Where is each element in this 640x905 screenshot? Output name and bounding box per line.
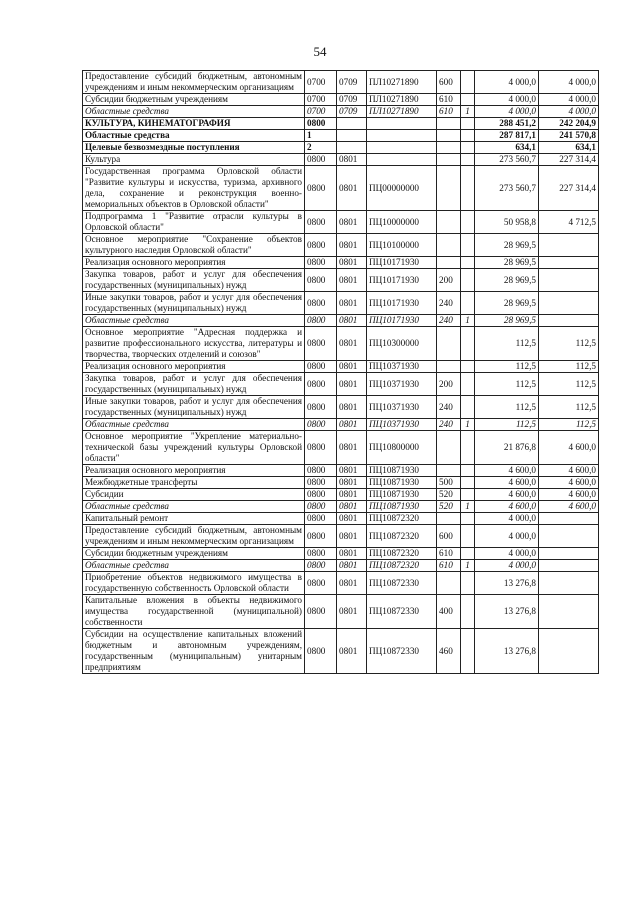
row-subsection-code: 0709 (337, 94, 367, 106)
row-target-article-code: ПЦ10171930 (367, 315, 437, 327)
table-row (83, 106, 599, 118)
row-funding-source: 1 (461, 501, 475, 513)
row-expense-type-code: 400 (437, 595, 461, 629)
row-amount-year-2: 112,5 (539, 373, 599, 396)
row-amount-year-1: 4 000,0 (475, 513, 539, 525)
row-description: Предоставление субсидий бюджетным, автономным учреждениям и иным некоммерческим организациям (83, 71, 305, 94)
row-subsection-code: 0801 (337, 211, 367, 234)
row-funding-source: 1 (461, 560, 475, 572)
row-funding-source (461, 257, 475, 269)
row-funding-source (461, 154, 475, 166)
row-funding-source: 1 (461, 315, 475, 327)
row-target-article-code: ПЦ10871930 (367, 501, 437, 513)
row-funding-source (461, 465, 475, 477)
row-description: Основное мероприятие "Адресная поддержка и развитие профессионального искусства, литературы и творчества, творческих отделений и союзов" (83, 327, 305, 361)
row-amount-year-1: 112,5 (475, 327, 539, 361)
row-expense-type-code: 200 (437, 269, 461, 292)
row-amount-year-1: 287 817,1 (475, 130, 539, 142)
row-subsection-code: 0801 (337, 431, 367, 465)
row-amount-year-2: 4 000,0 (539, 106, 599, 118)
table-row (83, 257, 599, 269)
row-amount-year-2: 4 000,0 (539, 94, 599, 106)
row-target-article-code (367, 130, 437, 142)
row-amount-year-1: 4 600,0 (475, 501, 539, 513)
row-funding-source (461, 595, 475, 629)
row-funding-source (461, 629, 475, 674)
row-expense-type-code: 240 (437, 396, 461, 419)
row-amount-year-2: 242 204,9 (539, 118, 599, 130)
row-funding-source (461, 166, 475, 211)
row-target-article-code: ПЦ10371930 (367, 373, 437, 396)
row-expense-type-code (437, 465, 461, 477)
row-description: Областные средства (83, 560, 305, 572)
row-target-article-code: ПЦ10872320 (367, 548, 437, 560)
row-subsection-code: 0801 (337, 465, 367, 477)
row-expense-type-code: 600 (437, 71, 461, 94)
row-amount-year-1: 28 969,5 (475, 315, 539, 327)
row-amount-year-1: 28 969,5 (475, 269, 539, 292)
row-expense-type-code (437, 513, 461, 525)
row-description: Капитальный ремонт (83, 513, 305, 525)
row-amount-year-2: 634,1 (539, 142, 599, 154)
row-description: Закупка товаров, работ и услуг для обеспечения государственных (муниципальных) нужд (83, 269, 305, 292)
row-description: Субсидии на осуществление капитальных вложений бюджетным и автономным учреждениям, государственным (муниципальным) унитарным предприятиям (83, 629, 305, 674)
table-row (83, 629, 599, 674)
page-number: 54 (313, 44, 327, 59)
table-row (83, 142, 599, 154)
row-amount-year-2: 4 000,0 (539, 71, 599, 94)
row-subsection-code: 0801 (337, 629, 367, 674)
row-description: Иные закупки товаров, работ и услуг для обеспечения государственных (муниципальных) нужд (83, 396, 305, 419)
row-funding-source (461, 373, 475, 396)
row-amount-year-2: 112,5 (539, 396, 599, 419)
row-target-article-code: ПЦ10871930 (367, 477, 437, 489)
row-target-article-code (367, 118, 437, 130)
row-description: Культура (83, 154, 305, 166)
table-row (83, 361, 599, 373)
row-target-article-code: ПЦ10371930 (367, 361, 437, 373)
row-section-code: 0800 (305, 431, 337, 465)
row-target-article-code: ПЦ10171930 (367, 257, 437, 269)
row-expense-type-code: 460 (437, 629, 461, 674)
row-description: Подпрограмма 1 "Развитие отрасли культуры в Орловской области" (83, 211, 305, 234)
table-row (83, 130, 599, 142)
table-row (83, 327, 599, 361)
row-target-article-code: ПЦ10872330 (367, 629, 437, 674)
row-description: Реализация основного мероприятия (83, 361, 305, 373)
row-amount-year-2 (539, 595, 599, 629)
row-funding-source (461, 292, 475, 315)
row-expense-type-code: 520 (437, 489, 461, 501)
row-section-code: 0800 (305, 361, 337, 373)
row-amount-year-2: 112,5 (539, 419, 599, 431)
row-subsection-code (337, 142, 367, 154)
row-target-article-code: ПЦ10371930 (367, 396, 437, 419)
row-expense-type-code: 240 (437, 292, 461, 315)
budget-table (82, 70, 599, 674)
table-row (83, 431, 599, 465)
row-amount-year-2 (539, 292, 599, 315)
row-section-code: 0800 (305, 560, 337, 572)
row-subsection-code: 0801 (337, 595, 367, 629)
row-expense-type-code (437, 234, 461, 257)
row-subsection-code: 0801 (337, 525, 367, 548)
row-section-code: 0800 (305, 373, 337, 396)
row-target-article-code: ПЦ10100000 (367, 234, 437, 257)
row-description: Капитальные вложения в объекты недвижимого имущества государственной (муниципальной) собственности (83, 595, 305, 629)
row-amount-year-1: 4 600,0 (475, 465, 539, 477)
row-amount-year-2: 4 600,0 (539, 489, 599, 501)
row-target-article-code: ПЦ10371930 (367, 419, 437, 431)
row-amount-year-2: 4 600,0 (539, 431, 599, 465)
row-amount-year-2: 241 570,8 (539, 130, 599, 142)
row-amount-year-2 (539, 269, 599, 292)
row-expense-type-code (437, 130, 461, 142)
row-expense-type-code (437, 257, 461, 269)
row-target-article-code (367, 142, 437, 154)
table-row (83, 166, 599, 211)
row-expense-type-code (437, 166, 461, 211)
row-funding-source (461, 71, 475, 94)
row-description: Областные средства (83, 419, 305, 431)
row-funding-source (461, 572, 475, 595)
row-amount-year-2 (539, 560, 599, 572)
table-row (83, 211, 599, 234)
row-subsection-code: 0801 (337, 315, 367, 327)
row-amount-year-1: 50 958,8 (475, 211, 539, 234)
row-section-code: 0800 (305, 477, 337, 489)
row-description: Приобретение объектов недвижимого имущества в государственную собственность Орловской области (83, 572, 305, 595)
row-description: Областные средства (83, 315, 305, 327)
table-row (83, 234, 599, 257)
row-description: Государственная программа Орловской области "Развитие культуры и искусства, туризма, архивного дела, сохранение и реконструкция военно-мемориальных объектов в Орловской области" (83, 166, 305, 211)
row-expense-type-code (437, 154, 461, 166)
row-expense-type-code: 610 (437, 106, 461, 118)
row-amount-year-1: 28 969,5 (475, 234, 539, 257)
row-funding-source (461, 94, 475, 106)
row-target-article-code: ПЦ10871930 (367, 465, 437, 477)
row-amount-year-1: 4 600,0 (475, 489, 539, 501)
row-section-code: 2 (305, 142, 337, 154)
row-amount-year-1: 4 000,0 (475, 106, 539, 118)
row-amount-year-1: 4 000,0 (475, 560, 539, 572)
row-subsection-code: 0801 (337, 154, 367, 166)
row-section-code: 0800 (305, 269, 337, 292)
row-section-code: 0800 (305, 154, 337, 166)
row-funding-source (461, 269, 475, 292)
table-row (83, 513, 599, 525)
row-description: Областные средства (83, 130, 305, 142)
row-amount-year-1: 13 276,8 (475, 572, 539, 595)
table-row (83, 315, 599, 327)
row-funding-source (461, 396, 475, 419)
row-target-article-code: ПЦ10300000 (367, 327, 437, 361)
row-subsection-code: 0801 (337, 269, 367, 292)
table-row (83, 373, 599, 396)
row-description: Субсидии (83, 489, 305, 501)
row-funding-source (461, 142, 475, 154)
row-amount-year-1: 273 560,7 (475, 166, 539, 211)
row-target-article-code: ПЦ10872320 (367, 560, 437, 572)
row-section-code: 0800 (305, 257, 337, 269)
table-row (83, 572, 599, 595)
row-section-code: 0800 (305, 211, 337, 234)
row-expense-type-code: 600 (437, 525, 461, 548)
row-section-code: 1 (305, 130, 337, 142)
row-expense-type-code: 500 (437, 477, 461, 489)
table-row (83, 419, 599, 431)
row-expense-type-code: 240 (437, 419, 461, 431)
row-subsection-code: 0801 (337, 257, 367, 269)
row-expense-type-code: 610 (437, 94, 461, 106)
row-funding-source: 1 (461, 106, 475, 118)
row-funding-source (461, 525, 475, 548)
row-section-code: 0800 (305, 292, 337, 315)
row-description: Закупка товаров, работ и услуг для обеспечения государственных (муниципальных) нужд (83, 373, 305, 396)
row-subsection-code: 0801 (337, 373, 367, 396)
table-row (83, 560, 599, 572)
row-target-article-code: ПЦ10171930 (367, 269, 437, 292)
row-funding-source (461, 477, 475, 489)
row-amount-year-2 (539, 525, 599, 548)
row-description: Основное мероприятие "Сохранение объектов культурного наследия Орловской области" (83, 234, 305, 257)
row-amount-year-2 (539, 513, 599, 525)
table-row (83, 71, 599, 94)
row-subsection-code: 0709 (337, 71, 367, 94)
row-amount-year-1: 4 000,0 (475, 94, 539, 106)
row-description: КУЛЬТУРА, КИНЕМАТОГРАФИЯ (83, 118, 305, 130)
row-subsection-code: 0801 (337, 419, 367, 431)
row-funding-source (461, 211, 475, 234)
row-funding-source (461, 548, 475, 560)
row-subsection-code: 0801 (337, 501, 367, 513)
row-amount-year-2 (539, 234, 599, 257)
row-amount-year-2 (539, 572, 599, 595)
row-section-code: 0800 (305, 166, 337, 211)
row-funding-source (461, 130, 475, 142)
row-amount-year-2: 4 712,5 (539, 211, 599, 234)
row-section-code: 0800 (305, 595, 337, 629)
row-funding-source (461, 489, 475, 501)
row-amount-year-2: 227 314,4 (539, 166, 599, 211)
row-amount-year-1: 112,5 (475, 361, 539, 373)
row-amount-year-1: 273 560,7 (475, 154, 539, 166)
row-funding-source (461, 234, 475, 257)
table-row (83, 525, 599, 548)
row-expense-type-code (437, 118, 461, 130)
row-subsection-code: 0801 (337, 560, 367, 572)
row-section-code: 0800 (305, 327, 337, 361)
table-row (83, 94, 599, 106)
row-funding-source (461, 431, 475, 465)
row-target-article-code: ПЦ10000000 (367, 211, 437, 234)
row-section-code: 0700 (305, 106, 337, 118)
row-target-article-code: ПЦ10871930 (367, 489, 437, 501)
row-amount-year-1: 634,1 (475, 142, 539, 154)
table-row (83, 269, 599, 292)
row-amount-year-1: 4 000,0 (475, 548, 539, 560)
row-section-code: 0800 (305, 315, 337, 327)
row-target-article-code: ПЦ10171930 (367, 292, 437, 315)
row-subsection-code: 0801 (337, 292, 367, 315)
row-amount-year-2: 4 600,0 (539, 477, 599, 489)
row-section-code: 0800 (305, 572, 337, 595)
row-description: Иные закупки товаров, работ и услуг для обеспечения государственных (муниципальных) нужд (83, 292, 305, 315)
row-subsection-code: 0801 (337, 361, 367, 373)
row-expense-type-code (437, 572, 461, 595)
row-expense-type-code (437, 142, 461, 154)
row-expense-type-code: 610 (437, 548, 461, 560)
row-expense-type-code: 200 (437, 373, 461, 396)
row-amount-year-1: 288 451,2 (475, 118, 539, 130)
row-expense-type-code (437, 431, 461, 465)
row-description: Реализация основного мероприятия (83, 257, 305, 269)
row-funding-source (461, 118, 475, 130)
row-amount-year-2 (539, 315, 599, 327)
row-section-code: 0800 (305, 118, 337, 130)
row-amount-year-1: 21 876,8 (475, 431, 539, 465)
row-funding-source (461, 361, 475, 373)
row-section-code: 0800 (305, 513, 337, 525)
row-target-article-code: ПЦ10800000 (367, 431, 437, 465)
row-subsection-code: 0801 (337, 572, 367, 595)
row-section-code: 0800 (305, 629, 337, 674)
table-row (83, 501, 599, 513)
row-amount-year-1: 4 000,0 (475, 71, 539, 94)
row-expense-type-code (437, 327, 461, 361)
row-subsection-code (337, 118, 367, 130)
row-section-code: 0800 (305, 396, 337, 419)
row-description: Предоставление субсидий бюджетным, автономным учреждениям и иным некоммерческим организациям (83, 525, 305, 548)
table-row (83, 292, 599, 315)
table-row (83, 548, 599, 560)
table-row (83, 154, 599, 166)
row-amount-year-1: 112,5 (475, 396, 539, 419)
row-section-code: 0700 (305, 94, 337, 106)
row-target-article-code: ПЛ10271890 (367, 94, 437, 106)
row-target-article-code (367, 154, 437, 166)
row-target-article-code: ПЦ10872320 (367, 525, 437, 548)
row-description: Межбюджетные трансферты (83, 477, 305, 489)
row-target-article-code: ПЦ00000000 (367, 166, 437, 211)
row-description: Целевые безвозмездные поступления (83, 142, 305, 154)
row-amount-year-2 (539, 257, 599, 269)
row-subsection-code (337, 130, 367, 142)
row-subsection-code: 0801 (337, 166, 367, 211)
row-description: Основное мероприятие "Укрепление материально-технической базы учреждений культуры Орловской области" (83, 431, 305, 465)
row-description: Субсидии бюджетным учреждениям (83, 94, 305, 106)
row-target-article-code: ПЦ10872330 (367, 572, 437, 595)
row-amount-year-1: 112,5 (475, 419, 539, 431)
row-subsection-code: 0709 (337, 106, 367, 118)
table-row (83, 489, 599, 501)
row-section-code: 0800 (305, 525, 337, 548)
row-amount-year-1: 28 969,5 (475, 292, 539, 315)
row-description: Областные средства (83, 106, 305, 118)
row-section-code: 0700 (305, 71, 337, 94)
row-section-code: 0800 (305, 419, 337, 431)
row-target-article-code: ПЛ10271890 (367, 106, 437, 118)
row-expense-type-code (437, 211, 461, 234)
row-amount-year-1: 13 276,8 (475, 629, 539, 674)
row-amount-year-2: 4 600,0 (539, 465, 599, 477)
row-section-code: 0800 (305, 465, 337, 477)
row-funding-source (461, 327, 475, 361)
row-expense-type-code: 240 (437, 315, 461, 327)
row-target-article-code: ПЦ10872320 (367, 513, 437, 525)
row-section-code: 0800 (305, 501, 337, 513)
row-description: Областные средства (83, 501, 305, 513)
row-section-code: 0800 (305, 548, 337, 560)
row-section-code: 0800 (305, 234, 337, 257)
row-subsection-code: 0801 (337, 548, 367, 560)
row-amount-year-2: 112,5 (539, 327, 599, 361)
table-row (83, 118, 599, 130)
row-description: Реализация основного мероприятия (83, 465, 305, 477)
row-expense-type-code (437, 361, 461, 373)
row-description: Субсидии бюджетным учреждениям (83, 548, 305, 560)
row-section-code: 0800 (305, 489, 337, 501)
row-target-article-code: ПЦ10872330 (367, 595, 437, 629)
row-amount-year-1: 4 000,0 (475, 525, 539, 548)
row-amount-year-2: 227 314,4 (539, 154, 599, 166)
row-amount-year-1: 4 600,0 (475, 477, 539, 489)
row-subsection-code: 0801 (337, 234, 367, 257)
row-amount-year-2: 4 600,0 (539, 501, 599, 513)
row-subsection-code: 0801 (337, 396, 367, 419)
row-amount-year-2: 112,5 (539, 361, 599, 373)
row-subsection-code: 0801 (337, 477, 367, 489)
row-funding-source: 1 (461, 419, 475, 431)
row-target-article-code: ПЛ10271890 (367, 71, 437, 94)
row-amount-year-2 (539, 548, 599, 560)
row-amount-year-2 (539, 629, 599, 674)
row-amount-year-1: 28 969,5 (475, 257, 539, 269)
row-expense-type-code: 610 (437, 560, 461, 572)
table-body (83, 71, 599, 674)
table-row (83, 595, 599, 629)
row-subsection-code: 0801 (337, 513, 367, 525)
table-row (83, 465, 599, 477)
row-funding-source (461, 513, 475, 525)
row-subsection-code: 0801 (337, 489, 367, 501)
table-row (83, 477, 599, 489)
row-amount-year-1: 112,5 (475, 373, 539, 396)
row-subsection-code: 0801 (337, 327, 367, 361)
row-amount-year-1: 13 276,8 (475, 595, 539, 629)
table-row (83, 396, 599, 419)
row-expense-type-code: 520 (437, 501, 461, 513)
